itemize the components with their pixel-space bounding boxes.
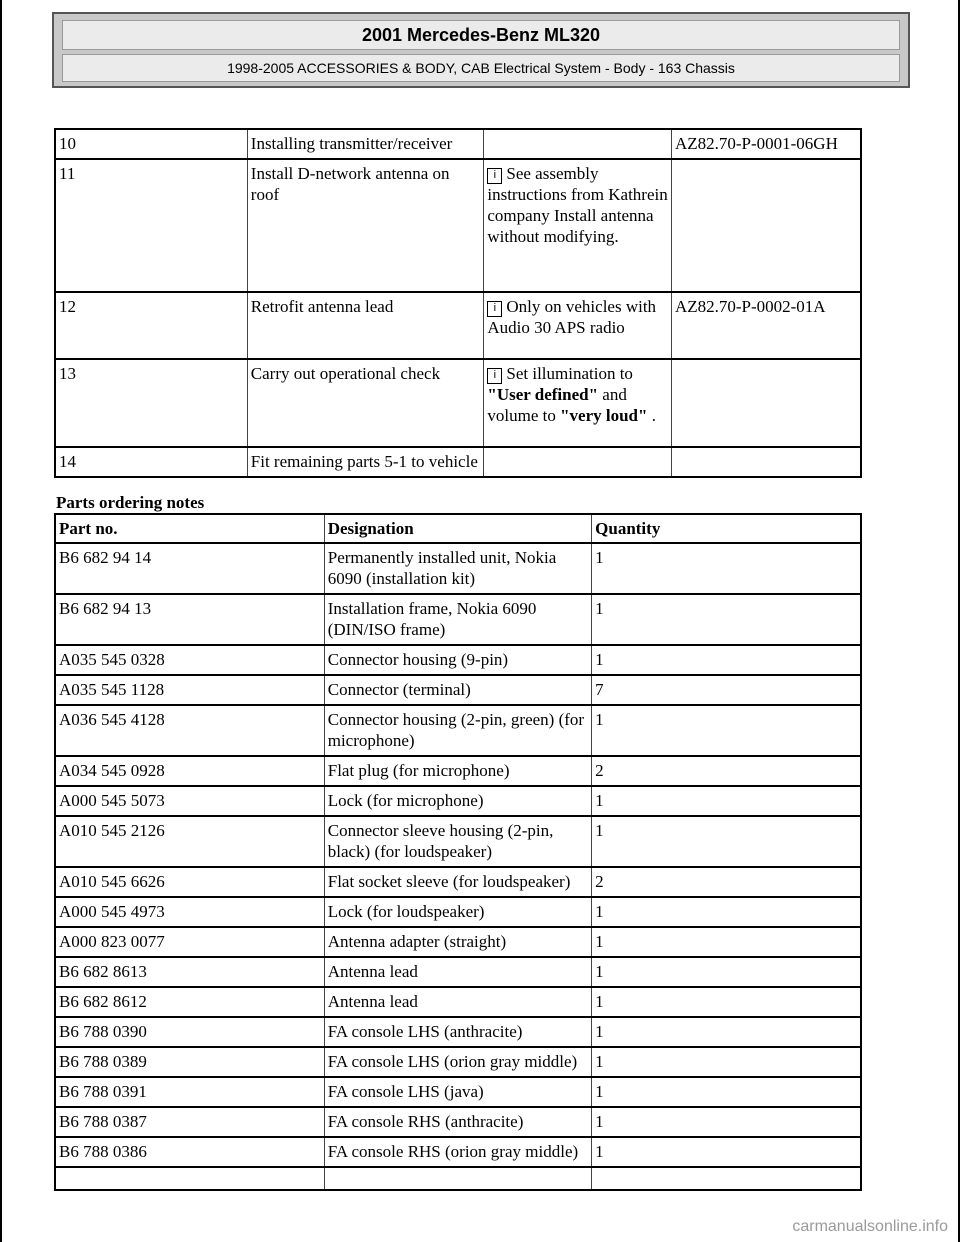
part-number-cell: A010 545 2126: [55, 816, 324, 867]
step-number: 11: [55, 159, 247, 292]
part-number-cell: B6 682 94 13: [55, 594, 324, 645]
quantity-cell: 1: [592, 786, 861, 816]
designation-cell: Antenna adapter (straight): [324, 927, 591, 957]
part-number-cell: A010 545 6626: [55, 867, 324, 897]
table-header-row: [55, 514, 861, 543]
designation-cell: Lock (for loudspeaker): [324, 897, 591, 927]
step-reference: [671, 159, 861, 292]
quantity-cell: 1: [592, 1077, 861, 1107]
document-title: 2001 Mercedes-Benz ML320: [62, 20, 900, 50]
table-row: [55, 867, 861, 897]
table-row: [55, 645, 861, 675]
table-row: [55, 816, 861, 867]
part-number-cell: A000 823 0077: [55, 927, 324, 957]
step-reference: [671, 359, 861, 447]
step-number: 12: [55, 292, 247, 359]
table-row: [55, 359, 861, 447]
part-number-cell: B6 788 0389: [55, 1047, 324, 1077]
step-number: 14: [55, 447, 247, 477]
step-note: [484, 159, 672, 292]
step-reference: AZ82.70-P-0002-01A: [671, 292, 861, 359]
part-number-cell: B6 788 0386: [55, 1137, 324, 1167]
quantity-cell: 1: [592, 927, 861, 957]
quantity-cell: 1: [592, 816, 861, 867]
step-action: Retrofit antenna lead: [247, 292, 484, 359]
designation-cell: FA console LHS (orion gray middle): [324, 1047, 591, 1077]
table-row: [55, 987, 861, 1017]
info-icon: i: [487, 301, 502, 317]
step-note-emphasis: "User defined": [487, 385, 599, 404]
part-number-cell: A036 545 4128: [55, 705, 324, 756]
watermark: carmanualsonline.info: [792, 1218, 948, 1235]
quantity-cell: 2: [592, 756, 861, 786]
table-row: [55, 1047, 861, 1077]
designation-cell: Flat plug (for microphone): [324, 756, 591, 786]
quantity-cell: 2: [592, 867, 861, 897]
table-row: [55, 543, 861, 594]
part-number-cell: B6 682 8613: [55, 957, 324, 987]
step-note: [484, 447, 672, 477]
step-action: Carry out operational check: [247, 359, 484, 447]
quantity-cell: 1: [592, 957, 861, 987]
quantity-cell: 1: [592, 645, 861, 675]
table-row: [55, 786, 861, 816]
step-action: Install D-network antenna on roof: [247, 159, 484, 292]
empty-cell: [55, 1167, 324, 1190]
table-row: [55, 897, 861, 927]
step-note: [484, 359, 672, 447]
step-note-text: Only on vehicles with Audio 30 APS radio: [487, 297, 657, 337]
table-row: [55, 447, 861, 477]
table-row: [55, 927, 861, 957]
table-row: [55, 1137, 861, 1167]
designation-cell: Antenna lead: [324, 957, 591, 987]
designation-cell: Connector housing (2-pin, green) (for microphone): [324, 705, 591, 756]
column-header-designation: Designation: [324, 514, 591, 543]
quantity-cell: 1: [592, 1017, 861, 1047]
page-left-rule: [0, 0, 2, 1242]
quantity-cell: 1: [592, 543, 861, 594]
step-note: [484, 129, 672, 159]
designation-cell: Installation frame, Nokia 6090 (DIN/ISO frame): [324, 594, 591, 645]
designation-cell: FA console RHS (orion gray middle): [324, 1137, 591, 1167]
quantity-cell: 1: [592, 897, 861, 927]
designation-cell: FA console LHS (java): [324, 1077, 591, 1107]
info-icon: i: [487, 368, 502, 384]
part-number-cell: B6 788 0387: [55, 1107, 324, 1137]
procedure-steps-table: [54, 128, 862, 478]
step-note-emphasis: "very loud": [560, 406, 648, 425]
empty-cell: [592, 1167, 861, 1190]
table-row: [55, 129, 861, 159]
step-note: [484, 292, 672, 359]
designation-cell: FA console RHS (anthracite): [324, 1107, 591, 1137]
step-action: Fit remaining parts 5-1 to vehicle: [247, 447, 484, 477]
step-reference: [671, 447, 861, 477]
table-row: [55, 957, 861, 987]
designation-cell: FA console LHS (anthracite): [324, 1017, 591, 1047]
table-row: [55, 705, 861, 756]
table-row: [55, 1017, 861, 1047]
step-action: Installing transmitter/receiver: [247, 129, 484, 159]
step-note-suffix: .: [651, 406, 656, 425]
designation-cell: Connector sleeve housing (2-pin, black) (for loudspeaker): [324, 816, 591, 867]
empty-cell: [324, 1167, 591, 1190]
table-row: [55, 159, 861, 292]
table-row: [55, 756, 861, 786]
column-header-quantity: Quantity: [592, 514, 861, 543]
step-note-text: See assembly instructions from Kathrein company Install antenna without modifying.: [487, 164, 668, 246]
designation-cell: Permanently installed unit, Nokia 6090 (installation kit): [324, 543, 591, 594]
table-row-cutoff: [55, 1167, 861, 1190]
part-number-cell: A000 545 4973: [55, 897, 324, 927]
column-header-part-no: Part no.: [55, 514, 324, 543]
part-number-cell: B6 788 0391: [55, 1077, 324, 1107]
parts-table: [54, 513, 862, 1191]
designation-cell: Flat socket sleeve (for loudspeaker): [324, 867, 591, 897]
document-header: [52, 12, 910, 88]
document-subtitle: 1998-2005 ACCESSORIES & BODY, CAB Electrical System - Body - 163 Chassis: [62, 54, 900, 82]
part-number-cell: A000 545 5073: [55, 786, 324, 816]
part-number-cell: B6 788 0390: [55, 1017, 324, 1047]
quantity-cell: 1: [592, 1047, 861, 1077]
designation-cell: Connector housing (9-pin): [324, 645, 591, 675]
table-row: [55, 594, 861, 645]
table-row: [55, 675, 861, 705]
designation-cell: Antenna lead: [324, 987, 591, 1017]
step-reference: AZ82.70-P-0001-06GH: [671, 129, 861, 159]
designation-cell: Lock (for microphone): [324, 786, 591, 816]
step-note-prefix: Set illumination to: [506, 364, 633, 383]
step-number: 10: [55, 129, 247, 159]
table-row: [55, 292, 861, 359]
quantity-cell: 1: [592, 1107, 861, 1137]
quantity-cell: 1: [592, 987, 861, 1017]
parts-ordering-heading: Parts ordering notes: [56, 493, 205, 512]
quantity-cell: 1: [592, 705, 861, 756]
quantity-cell: 1: [592, 594, 861, 645]
info-icon: i: [487, 168, 502, 184]
part-number-cell: B6 682 94 14: [55, 543, 324, 594]
part-number-cell: A035 545 0328: [55, 645, 324, 675]
table-row: [55, 1107, 861, 1137]
step-note-middle: and volume to: [487, 385, 627, 425]
part-number-cell: A035 545 1128: [55, 675, 324, 705]
quantity-cell: 1: [592, 1137, 861, 1167]
part-number-cell: A034 545 0928: [55, 756, 324, 786]
quantity-cell: 7: [592, 675, 861, 705]
step-number: 13: [55, 359, 247, 447]
table-row: [55, 1077, 861, 1107]
designation-cell: Connector (terminal): [324, 675, 591, 705]
part-number-cell: B6 682 8612: [55, 987, 324, 1017]
